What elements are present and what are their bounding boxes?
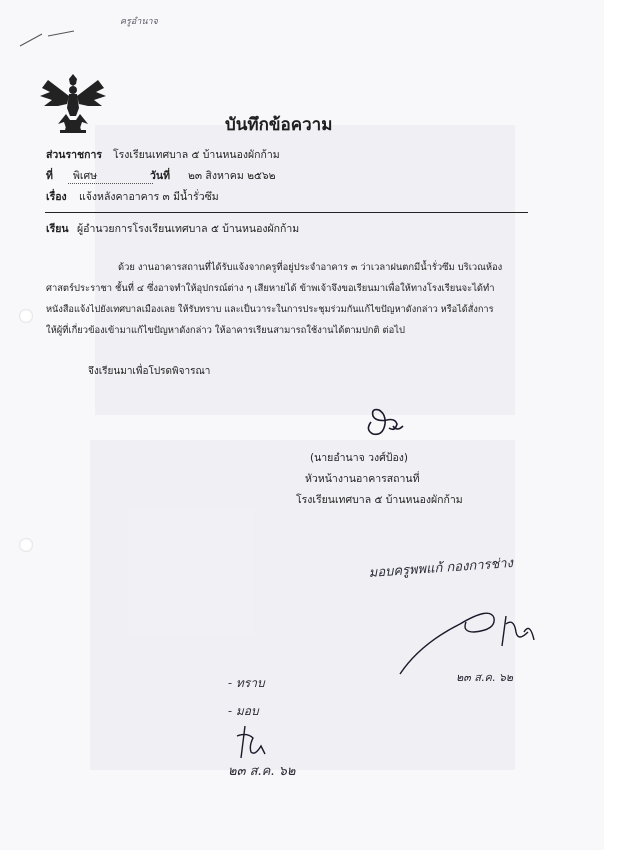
date-value: ๒๓ สิงหาคม ๒๕๖๒ bbox=[188, 170, 276, 182]
handwritten-order: มอบครูพพแก้ กองการช่าง bbox=[368, 555, 514, 581]
subject-value: แจ้งหลังคาอาคาร ๓ มีน้ำรั่วซึม bbox=[79, 191, 219, 203]
dept-label: ส่วนราชการ bbox=[46, 149, 103, 161]
body-line-1: ด้วย งานอาคารสถานที่ได้รับแจ้งจากครูที่อยู่ประจำอาคาร ๓ ว่าเวลาฝนตกมีน้ำรั่วซึม บริเวณห้อง bbox=[118, 262, 503, 273]
garuda-emblem-icon bbox=[38, 70, 108, 136]
punch-hole-top bbox=[19, 309, 33, 323]
body-line-4: ให้ผู้ที่เกี่ยวข้องเข้ามาแก้ไขปัญหาดังกล่าว ให้อาคารเรียนสามารถใช้งานได้ตามปกติ ต่อไป bbox=[46, 325, 405, 336]
handwritten-note-1: - ทราบ bbox=[228, 676, 265, 690]
signatory-org: โรงเรียนเทศบาล ๕ บ้านหนองผักก้าม bbox=[296, 494, 463, 506]
date-label: วันที่ bbox=[150, 170, 170, 182]
body-line-2: ศาสตร์ประราชา ชั้นที่ ๔ ซึ่งอาจทำให้อุปกรณ์ต่าง ๆ เสียหายได้ ข้าพเจ้าจึงขอเรียนมาเพื่อให้ทางโรงเรียนจะได้ทำ bbox=[46, 283, 495, 294]
dept-value: โรงเรียนเทศบาล ๕ บ้านหนองผักก้าม bbox=[113, 149, 280, 161]
scan-edge bbox=[604, 0, 618, 850]
subject-label: เรื่อง bbox=[46, 191, 67, 203]
body-line-3: หนังสือแจ้งไปยังเทศบาลเมืองเลย ให้รับทราบ และเป็นวาระในการประชุมร่วมกันแก้ไขปัญหาดังกล่าว หรือได้สั่งการ bbox=[46, 304, 494, 315]
bottom-date: ๒๓ ส.ค. ๖๒ bbox=[228, 764, 296, 779]
document-title: บันทึกข้อความ bbox=[225, 115, 333, 135]
header-divider bbox=[45, 212, 528, 213]
salutation-value: ผู้อำนวยการโรงเรียนเทศบาล ๕ บ้านหนองผักก้าม bbox=[77, 223, 300, 235]
ref-value: พิเศษ bbox=[68, 169, 153, 184]
handwritten-initials bbox=[233, 722, 273, 762]
signatory-position: หัวหน้างานอาคารสถานที่ bbox=[305, 473, 420, 485]
salutation-label: เรียน bbox=[46, 223, 69, 235]
corner-note: ครูอำนาจ bbox=[120, 17, 158, 27]
signatory-name: (นายอำนาจ วงศ์ป้อง) bbox=[310, 452, 408, 464]
director-date: ๒๓ ส.ค. ๖๒ bbox=[456, 671, 514, 684]
ref-label: ที่ bbox=[46, 170, 53, 182]
signatory-signature bbox=[363, 400, 413, 440]
handwritten-note-2: - มอบ bbox=[228, 704, 259, 718]
punch-hole-bottom bbox=[19, 538, 33, 552]
pencil-mark bbox=[18, 30, 78, 50]
closing-line: จึงเรียนมาเพื่อโปรดพิจารณา bbox=[88, 366, 211, 377]
